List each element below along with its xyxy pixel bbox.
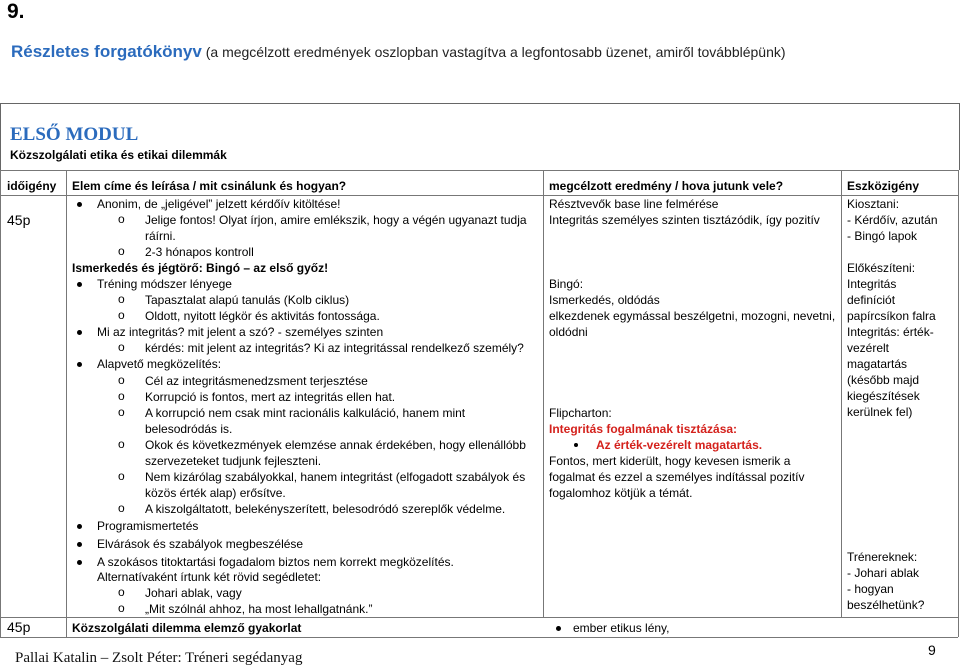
desc-line: „Mit szólnál ahhoz, ha most lehallgatnánk.” bbox=[145, 602, 373, 616]
tools-line: Trénereknek: bbox=[847, 550, 918, 564]
desc-line: Jelige fontos! Olyat írjon, amire emlékszik, hogy a végén ugyanazt tudja bbox=[145, 213, 527, 227]
bullet bbox=[77, 202, 82, 207]
col-divider-time bbox=[66, 170, 67, 637]
desc-line: szervezeteket tudjunk fejleszteni. bbox=[145, 454, 322, 468]
sub-bullet: o bbox=[118, 585, 125, 599]
desc-line: ráírni. bbox=[145, 229, 176, 243]
page-heading bbox=[11, 42, 786, 62]
bullet bbox=[574, 443, 578, 447]
desc-line: közös érték alap) erősítve. bbox=[145, 486, 286, 500]
desc-line: Nem kizárólag szabályokkal, hanem integritást (elfogadott szabályok és bbox=[145, 470, 526, 484]
result-line: Flipcharton: bbox=[549, 406, 612, 420]
tools-line: magatartás bbox=[847, 357, 908, 371]
desc-line: Mi az integritás? mit jelent a szó? - személyes szinten bbox=[97, 325, 384, 339]
row1-time: 45p bbox=[7, 212, 31, 228]
desc-line: Alternatívaként írtunk két rövid segédletet: bbox=[97, 570, 322, 584]
tools-line: - Johari ablak bbox=[847, 566, 920, 580]
result-line: oldódni bbox=[549, 325, 588, 339]
sub-bullet: o bbox=[118, 308, 125, 322]
sub-bullet: o bbox=[118, 501, 125, 515]
result-line: Fontos, mert kiderült, hogy kevesen ismerik a bbox=[549, 454, 791, 468]
table-bottom-line bbox=[0, 637, 958, 638]
table-left-border bbox=[0, 170, 1, 637]
desc-line: Tapasztalat alapú tanulás (Kolb ciklus) bbox=[145, 293, 350, 307]
desc-line: Alapvető megközelítés: bbox=[97, 357, 222, 371]
sub-bullet: o bbox=[118, 212, 125, 226]
desc-line: Tréning módszer lényege bbox=[97, 277, 232, 291]
bullet bbox=[556, 626, 561, 631]
footer-page-number: 9 bbox=[928, 642, 936, 658]
result-line: Bingó: bbox=[549, 277, 584, 291]
page-number-top: 9. bbox=[7, 0, 25, 23]
sub-bullet: o bbox=[118, 292, 125, 306]
table-right-border bbox=[958, 170, 959, 637]
desc-line: Ismerkedés és jégtörő: Bingó – az első győz! bbox=[72, 261, 329, 275]
tools-line: Integritás bbox=[847, 277, 897, 291]
tools-line: vezérelt bbox=[847, 341, 890, 355]
tools-line: Előkészíteni: bbox=[847, 261, 916, 275]
tools-line: - Kérdőív, azután bbox=[847, 213, 938, 227]
header-time: időigény bbox=[7, 179, 57, 193]
row2-result: ember etikus lény, bbox=[573, 621, 670, 635]
bullet bbox=[77, 282, 82, 287]
sub-bullet: o bbox=[118, 405, 125, 419]
sub-bullet: o bbox=[118, 373, 125, 387]
tools-line: - Bingó lapok bbox=[847, 229, 918, 243]
desc-line: Programismertetés bbox=[97, 519, 199, 533]
desc-line: Okok és következmények elemzése annak érdekében, hogy ellenállóbb bbox=[145, 438, 526, 452]
bullet bbox=[77, 524, 82, 529]
tools-line: Integritás: érték- bbox=[847, 325, 934, 339]
sub-bullet: o bbox=[118, 389, 125, 403]
header-result: megcélzott eredmény / hova jutunk vele? bbox=[549, 179, 784, 193]
col-divider-result bbox=[841, 170, 842, 617]
tools-line: Kiosztani: bbox=[847, 197, 900, 211]
result-line: elkezdenek egymással beszélgetni, mozogni, nevetni, bbox=[549, 309, 836, 323]
desc-line: Korrupció is fontos, mert az integritás ellen hat. bbox=[145, 390, 396, 404]
desc-line: A szokásos titoktartási fogadalom biztos nem korrekt megközelítés. bbox=[97, 555, 454, 569]
tools-line: definíciót bbox=[847, 293, 896, 307]
result-line: Ismerkedés, oldódás bbox=[549, 293, 660, 307]
tools-line: kerülnek fel) bbox=[847, 405, 913, 419]
result-line: Résztvevők base line felmérése bbox=[549, 197, 719, 211]
module-subtitle: Közszolgálati etika és etikai dilemmák bbox=[10, 148, 227, 162]
tools-line: (később majd bbox=[847, 373, 920, 387]
sub-bullet: o bbox=[118, 244, 125, 258]
sub-bullet: o bbox=[118, 340, 125, 354]
result-line-highlight: Az érték-vezérelt magatartás. bbox=[596, 438, 763, 452]
col-divider-desc-header bbox=[543, 170, 544, 195]
result-line: Integritás személyes szinten tisztázódik, így pozitív bbox=[549, 213, 820, 227]
desc-line: Anonim, de „jeligével” jelzett kérdőív kitöltése! bbox=[97, 197, 341, 211]
bullet bbox=[77, 330, 82, 335]
desc-line: A korrupció nem csak mint racionális kalkuláció, hanem mint bbox=[145, 406, 466, 420]
desc-line: Cél az integritásmenedzsment terjesztése bbox=[145, 374, 368, 388]
tools-line: kiegészítések bbox=[847, 389, 920, 403]
tools-line: papírcsíkon falra bbox=[847, 309, 936, 323]
sub-bullet: o bbox=[118, 601, 125, 615]
sub-bullet: o bbox=[118, 469, 125, 483]
row-divider bbox=[0, 617, 958, 618]
bullet bbox=[77, 560, 82, 565]
result-line-highlight: Integritás fogalmának tisztázása: bbox=[549, 422, 738, 436]
header-tools: Eszközigény bbox=[847, 179, 920, 193]
header-desc: Elem címe és leírása / mit csinálunk és hogyan? bbox=[72, 179, 347, 193]
desc-line: Oldott, nyitott légkör és aktivitás fontossága. bbox=[145, 309, 380, 323]
sub-bullet: o bbox=[118, 437, 125, 451]
table-top-line bbox=[0, 170, 958, 171]
tools-line: beszélhetünk? bbox=[847, 598, 925, 612]
result-line: fogalmat és ezzel a személyes indítással pozitív bbox=[549, 470, 805, 484]
desc-line: A kiszolgáltatott, belekényszerített, belesodródó szereplők védelme. bbox=[145, 502, 506, 516]
row2-desc: Közszolgálati dilemma elemző gyakorlat bbox=[72, 621, 302, 635]
module-title: ELSŐ MODUL bbox=[10, 124, 139, 145]
heading-main: Részletes forgatókönyv bbox=[11, 42, 202, 61]
desc-line: 2-3 hónapos kontroll bbox=[145, 245, 254, 259]
col-divider-desc bbox=[543, 195, 544, 617]
tools-line: - hogyan bbox=[847, 582, 894, 596]
desc-line: Johari ablak, vagy bbox=[145, 586, 242, 600]
desc-line: Elvárások és szabályok megbeszélése bbox=[97, 537, 304, 551]
bullet bbox=[77, 542, 82, 547]
row2-time: 45p bbox=[7, 619, 31, 635]
heading-sub: (a megcélzott eredmények oszlopban vastagítva a legfontosabb üzenet, amiről továbblépünk) bbox=[201, 44, 786, 60]
result-line: fogalomhoz kötjük a témát. bbox=[549, 486, 693, 500]
desc-line: kérdés: mit jelent az integritás? Ki az integritással rendelkező személy? bbox=[145, 341, 524, 355]
footer-authors: Pallai Katalin – Zsolt Péter: Tréneri segédanyag bbox=[15, 650, 303, 666]
bullet bbox=[77, 362, 82, 367]
desc-line: belesodródás is. bbox=[145, 422, 233, 436]
